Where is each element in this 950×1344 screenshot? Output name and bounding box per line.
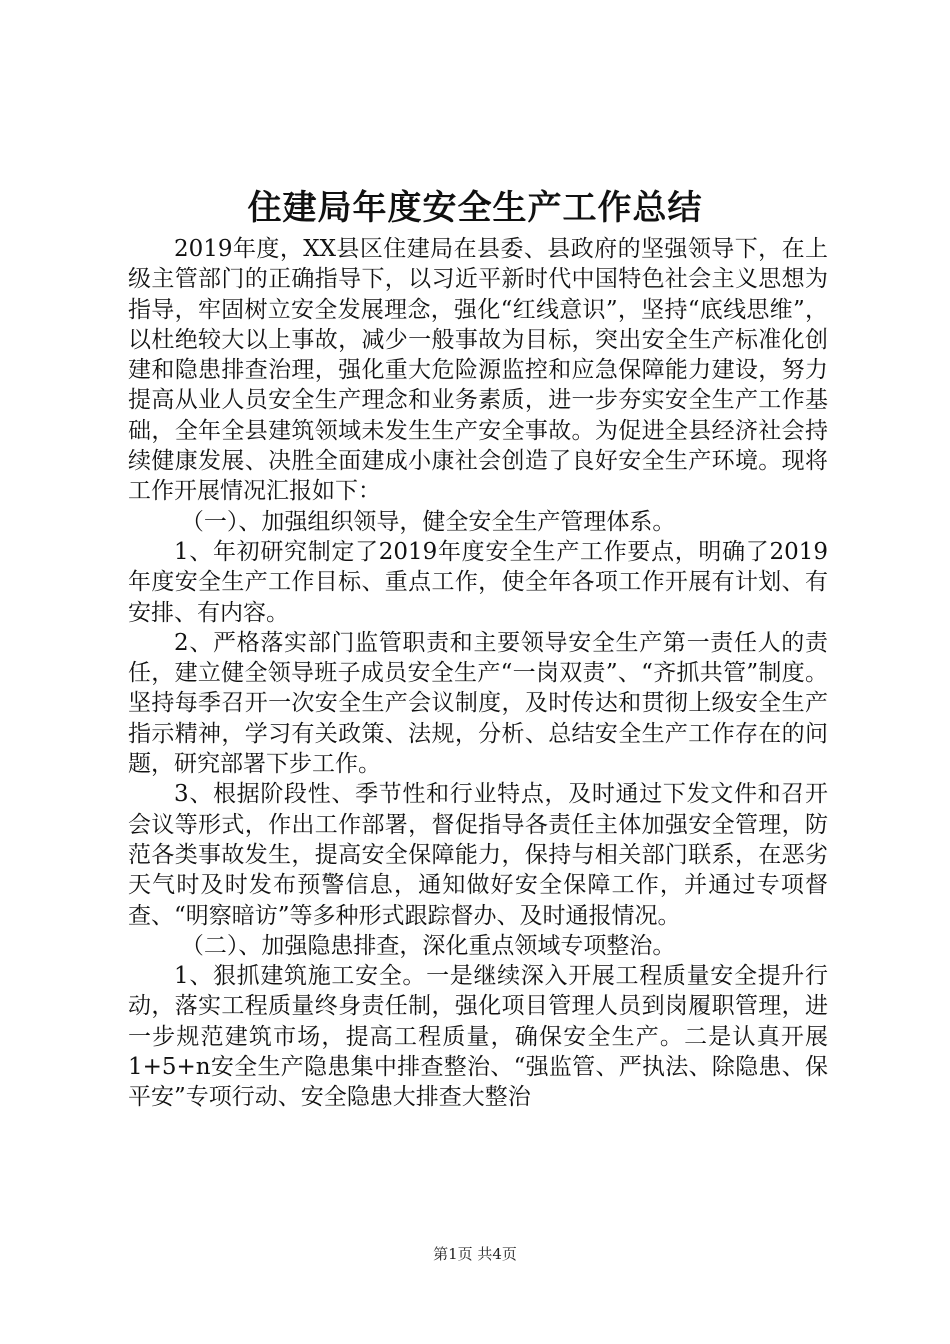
section-heading-2: （二）、加强隐患排查，深化重点领域专项整治。 xyxy=(180,932,676,959)
document-body xyxy=(128,234,828,1113)
paragraph-item: 2、严格落实部门监管职责和主要领导安全生产第一责任人的责任，建立健全领导班子成员安全生产“一岗双责”、“齐抓共管”制度。坚持每季召开一次安全生产会议制度，及时传达和贯彻上级安全生产指示精神，学习有关政策、法规，分析、总结安全生产工作存在的问题，研究部署下步工作。 xyxy=(128,629,828,778)
document-title: 住建局年度安全生产工作总结 xyxy=(247,188,703,228)
page-number-footer: 第1页 共4页 xyxy=(433,1245,517,1263)
paragraph-intro: 2019年度，XX县区住建局在县委、县政府的坚强领导下，在上级主管部门的正确指导下，以习近平新时代中国特色社会主义思想为指导，牢固树立安全发展理念，强化“红线意识”，坚持“底线思维”，以杜绝较大以上事故，减少一般事故为目标，突出安全生产标准化创建和隐患排查治理，强化重大危险源监控和应急保障能力建设，努力提高从业人员安全生产理念和业务素质，进一步夯实安全生产工作基础，全年全县建筑领域未发生生产安全事故。为促进全县经济社会持续健康发展、决胜全面建成小康社会创造了良好安全生产环境。现将工作开展情况汇报如下： xyxy=(128,236,828,505)
paragraph-item: 1、狠抓建筑施工安全。一是继续深入开展工程质量安全提升行动，落实工程质量终身责任制，强化项目管理人员到岗履职管理，进一步规范建筑市场，提高工程质量，确保安全生产。二是认真开展1+5+n安全生产隐患集中排查整治、“强监管、严执法、除隐患、保平安”专项行动、安全隐患大排查大整治 xyxy=(128,963,828,1111)
paragraph-item: 3、根据阶段性、季节性和行业特点，及时通过下发文件和召开会议等形式，作出工作部署，督促指导各责任主体加强安全管理，防范各类事故发生，提高安全保障能力，保持与相关部门联系，在恶劣天气时及时发布预警信息，通知做好安全保障工作，并通过专项督查、“明察暗访”等多种形式跟踪督办、及时通报情况。 xyxy=(128,781,828,929)
section-heading-1: （一）、加强组织领导，健全安全生产管理体系。 xyxy=(180,508,676,535)
paragraph-item: 1、年初研究制定了2019年度安全生产工作要点，明确了2019年度安全生产工作目标、重点工作，使全年各项工作开展有计划、有安排、有内容。 xyxy=(128,538,828,626)
